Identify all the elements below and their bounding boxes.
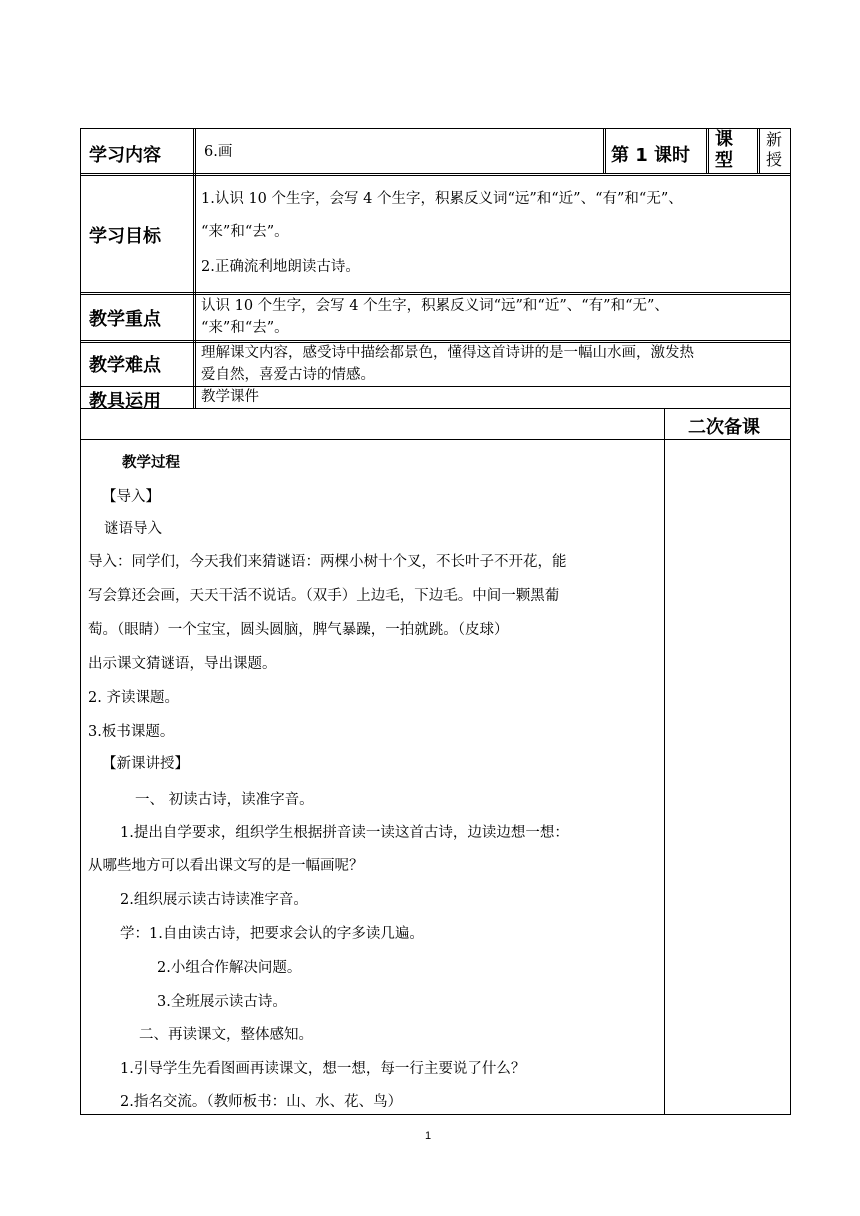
type-value-char: 授 (766, 150, 783, 169)
process-line: 导入：同学们，今天我们来猜谜语：两棵小树十个叉，不长叶子不开花，能 (88, 554, 567, 570)
process-line: 二、再读课文，整体感知。 (139, 1027, 313, 1043)
process-line: 【新课讲授】 (102, 756, 189, 772)
row-divider-double (80, 175, 791, 176)
page-number: 1 (425, 1130, 432, 1142)
row-divider (80, 408, 791, 409)
header-divider (706, 128, 707, 173)
row-divider (80, 386, 791, 387)
process-line: 萄。（眼睛）一个宝宝，圆头圆脑，脾气暴躁，一拍就跳。（皮球） (88, 622, 509, 638)
process-line: 学：1.自由读古诗，把要求会认的字多读几遍。 (120, 926, 424, 942)
secondary-column-divider (664, 408, 665, 1114)
row-divider (80, 439, 791, 440)
difficulties-label: 教学难点 (89, 355, 161, 376)
goals-line: 2.正确流利地朗读古诗。 (201, 259, 360, 275)
label-column-divider (193, 128, 194, 408)
header-divider (757, 128, 758, 173)
process-title: 教学过程 (122, 455, 180, 471)
table-bottom-border (80, 1114, 791, 1115)
goals-label: 学习目标 (89, 226, 161, 247)
process-line: 出示课文猜谜语，导出课题。 (88, 656, 277, 672)
table-top-border (80, 128, 791, 129)
key-points-line: 认识 10 个生字，会写 4 个生字，积累反义词“远”和“近”、“有”和“无”、 (201, 298, 669, 314)
process-line: 从哪些地方可以看出课文写的是一幅画呢？ (88, 858, 364, 874)
row-divider (80, 292, 791, 293)
process-line: 一、 初读古诗，读准字音。 (135, 792, 314, 808)
type-label-char: 课 (715, 129, 733, 150)
content-value: 6.画 (204, 144, 233, 160)
goals-line: 1.认识 10 个生字，会写 4 个生字，积累反义词“远”和“近”、“有”和“无”、 (201, 191, 683, 207)
tools-value: 教学课件 (201, 389, 259, 405)
process-line: 写会算还会画，天天干活不说话。（双手）上边毛，下边毛。中间一颗黑葡 (88, 588, 560, 604)
row-divider (80, 340, 791, 341)
process-line: 2. 齐读课题。 (88, 690, 179, 706)
type-label (715, 129, 733, 171)
key-points-label: 教学重点 (89, 309, 161, 330)
type-value (766, 130, 782, 170)
label-column-divider-double (195, 128, 196, 408)
process-line: 3.全班展示读古诗。 (157, 994, 287, 1010)
process-line: 1.引导学生先看图画再读课文，想一想，每一行主要说了什么？ (120, 1061, 526, 1077)
type-label-char: 型 (715, 150, 733, 171)
content-label: 学习内容 (89, 145, 161, 166)
process-line: 2.指名交流。（教师板书：山、水、花、鸟） (120, 1094, 403, 1110)
header-divider (603, 128, 604, 173)
table-left-border (80, 128, 81, 1114)
process-line: 2.组织展示读古诗读准字音。 (120, 892, 308, 908)
difficulties-line: 爱自然，喜爱古诗的情感。 (201, 367, 375, 383)
header-divider-double (708, 128, 709, 173)
process-line: 3.板书课题。 (88, 724, 175, 740)
row-divider (80, 173, 791, 174)
lesson-label: 第 1 课时 (611, 145, 691, 166)
type-value-char: 新 (766, 130, 783, 149)
row-divider-double (80, 294, 791, 295)
secondary-prep-label: 二次备课 (688, 417, 760, 438)
process-line: 【导入】 (102, 489, 160, 505)
process-line: 谜语导入 (104, 521, 162, 537)
tools-label: 教具运用 (89, 391, 161, 412)
difficulties-line: 理解课文内容，感受诗中描绘都景色，懂得这首诗讲的是一幅山水画，激发热 (201, 345, 694, 361)
process-line: 2.小组合作解决问题。 (157, 960, 302, 976)
goals-line: “来”和“去”。 (201, 224, 289, 240)
process-line: 1.提出自学要求，组织学生根据拼音读一读这首古诗，边读边想一想： (120, 825, 569, 841)
header-divider-double (759, 128, 760, 173)
key-points-line: “来”和“去”。 (201, 320, 289, 336)
header-divider-double (605, 128, 606, 173)
table-right-border (790, 128, 791, 1114)
